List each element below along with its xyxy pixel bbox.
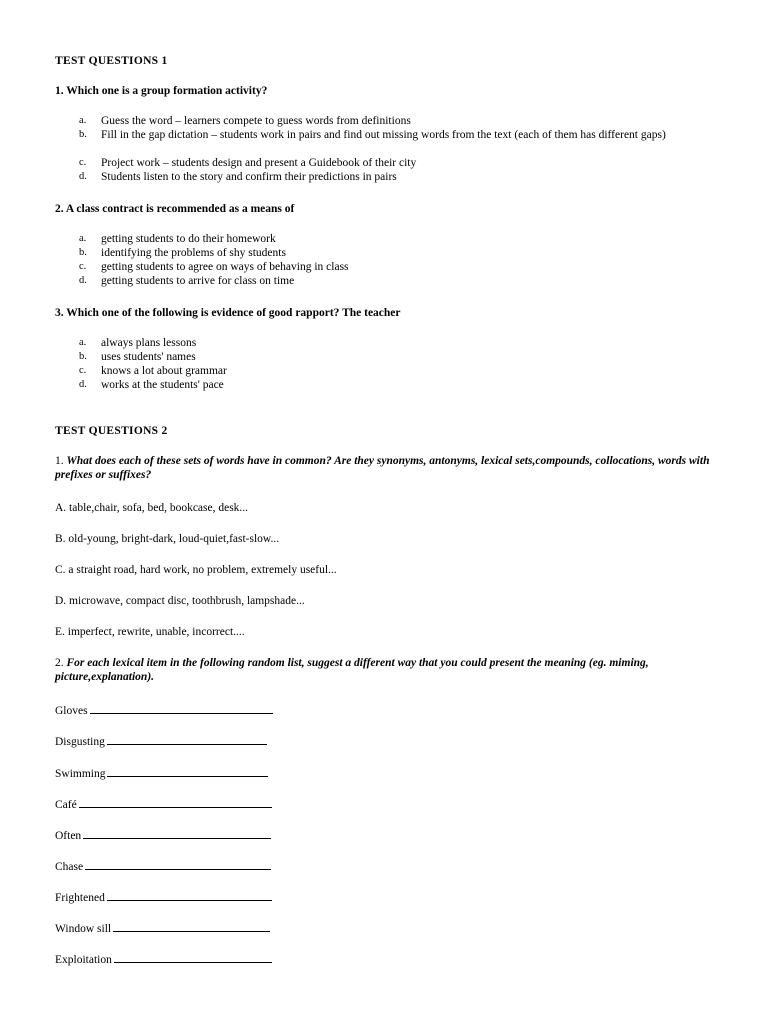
fill-item-often: [55, 826, 271, 843]
option-text: Guess the word – learners compete to guess words from definitions: [101, 115, 411, 127]
word-set-b: B. old-young, bright-dark, loud-quiet,fast-slow...: [55, 533, 280, 545]
answer-blank[interactable]: [107, 732, 267, 745]
option-text: getting students to agree on ways of behaving in class: [101, 261, 349, 273]
word-set-e: E. imperfect, rewrite, unable, incorrect....: [55, 626, 245, 638]
fill-item-frightened: [55, 888, 272, 905]
fill-item-label: Swimming: [55, 768, 106, 780]
answer-blank[interactable]: [83, 826, 271, 839]
option-text: Fill in the gap dictation – students work in pairs and find out missing words from the text (each of them has different gaps): [101, 129, 666, 141]
fill-item-disgusting: [55, 732, 267, 749]
fill-item-label: Window sill: [55, 923, 112, 935]
question-2-2: [55, 656, 715, 684]
fill-item-label: Chase: [55, 861, 84, 873]
question-number: 2.: [55, 657, 64, 669]
option-letter: d.: [79, 171, 87, 182]
option-letter: c.: [79, 157, 87, 168]
option-letter: c.: [79, 365, 87, 376]
answer-blank[interactable]: [114, 950, 272, 963]
fill-item-label: Often: [55, 830, 82, 842]
option-text: works at the students' pace: [101, 379, 224, 391]
option-letter: d.: [79, 275, 87, 286]
option-letter: c.: [79, 261, 87, 272]
option-text: uses students' names: [101, 351, 196, 363]
option-letter: b.: [79, 351, 87, 362]
option-text: identifying the problems of shy students: [101, 247, 286, 259]
question-1-3: 3. Which one of the following is evidence of good rapport? The teacher: [55, 307, 401, 319]
fill-item-window-sill: [55, 919, 270, 936]
option-text: Project work – students design and present a Guidebook of their city: [101, 157, 417, 169]
answer-blank[interactable]: [107, 888, 272, 901]
answer-blank[interactable]: [90, 701, 273, 714]
option-text: getting students to do their homework: [101, 233, 276, 245]
fill-item-gloves: [55, 701, 273, 718]
fill-item-label: Disgusting: [55, 736, 105, 748]
section-2-heading: TEST QUESTIONS 2: [55, 425, 168, 437]
option-letter: a.: [79, 337, 87, 348]
answer-blank[interactable]: [79, 795, 272, 808]
answer-blank[interactable]: [113, 919, 270, 932]
word-set-a: A. table,chair, sofa, bed, bookcase, desk...: [55, 502, 249, 514]
fill-item-label: Frightened: [55, 892, 105, 904]
question-text: For each lexical item in the following random list, suggest a different way that you could present the meaning (eg. miming, picture,explanation).: [55, 657, 649, 683]
fill-item-swimming: [55, 764, 268, 781]
fill-item-chase: [55, 857, 271, 874]
fill-item-label: Café: [55, 799, 77, 811]
option-letter: a.: [79, 115, 87, 126]
option-letter: b.: [79, 129, 87, 140]
option-letter: a.: [79, 233, 87, 244]
question-text: What does each of these sets of words have in common? Are they synonyms, antonyms, lexical sets,compounds, collocations, words with prefixes or suffixes?: [55, 455, 710, 481]
question-number: 1.: [55, 455, 64, 467]
answer-blank[interactable]: [107, 764, 268, 777]
question-1-1: 1. Which one is a group formation activity?: [55, 85, 268, 97]
word-set-c: C. a straight road, hard work, no problem, extremely useful...: [55, 564, 337, 576]
section-1-heading: TEST QUESTIONS 1: [55, 55, 168, 67]
question-2-1: [55, 454, 715, 482]
option-text: knows a lot about grammar: [101, 365, 227, 377]
fill-item-label: Exploitation: [55, 954, 112, 966]
fill-item-exploitation: [55, 950, 272, 967]
option-text: getting students to arrive for class on time: [101, 275, 295, 287]
answer-blank[interactable]: [85, 857, 271, 870]
option-text: always plans lessons: [101, 337, 197, 349]
fill-item-cafe: [55, 795, 272, 812]
option-text: Students listen to the story and confirm their predictions in pairs: [101, 171, 397, 183]
option-letter: b.: [79, 247, 87, 258]
fill-item-label: Gloves: [55, 705, 88, 717]
word-set-d: D. microwave, compact disc, toothbrush, lampshade...: [55, 595, 305, 607]
option-letter: d.: [79, 379, 87, 390]
question-1-2: 2. A class contract is recommended as a means of: [55, 203, 295, 215]
